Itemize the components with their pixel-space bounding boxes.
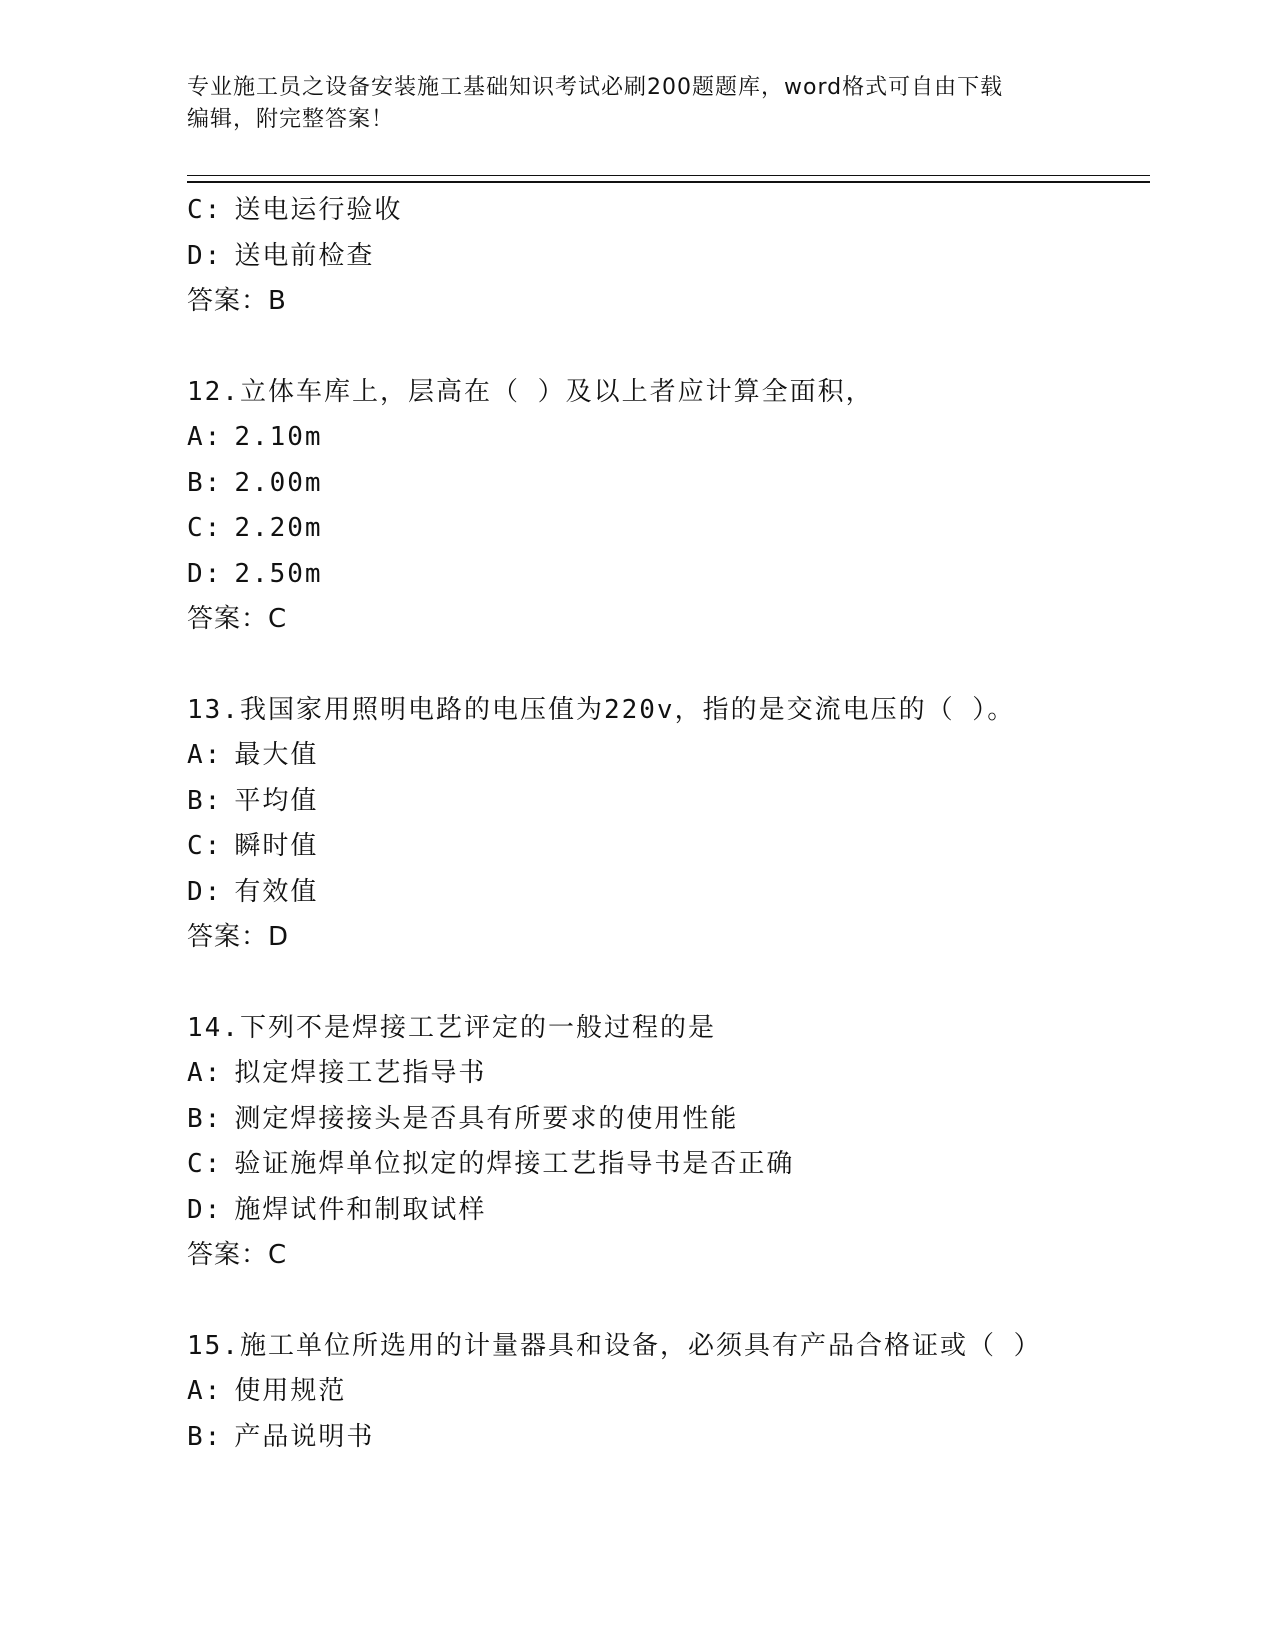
option-item (187, 1369, 1150, 1415)
option-item (187, 1415, 1150, 1461)
option-text: 拟定焊接工艺指导书 (234, 1058, 487, 1088)
option-item (187, 1142, 1150, 1188)
option-item (187, 1188, 1150, 1234)
option-label: A: (187, 1376, 223, 1406)
option-label: C: (187, 195, 223, 225)
header-line-1: 专业施工员之设备安装施工基础知识考试必刷200题题库，word格式可自由下载 (187, 75, 1004, 100)
option-label: B: (187, 467, 223, 498)
option-label: B: (187, 1421, 223, 1452)
option-text: 2.20m (234, 513, 323, 543)
option-item (187, 1051, 1150, 1097)
option-item (187, 1097, 1150, 1143)
option-label: A: (187, 1058, 223, 1088)
option-label: A: (187, 740, 223, 770)
option-item (187, 461, 1150, 507)
answer-line: 答案：C (187, 604, 288, 634)
option-text: 测定焊接接头是否具有所要求的使用性能 (234, 1103, 739, 1134)
option-text: 瞬时值 (234, 831, 319, 861)
option-label: C: (187, 831, 223, 861)
document-header (187, 72, 1087, 136)
option-item (187, 824, 1150, 870)
question-list (187, 188, 1150, 1460)
option-item (187, 415, 1150, 461)
option-label: D: (187, 1194, 223, 1225)
answer-line: 答案：B (187, 286, 287, 316)
option-text: 送电前检查 (234, 240, 375, 271)
option-item (187, 779, 1150, 825)
header-divider-thick (187, 181, 1150, 183)
question-stem: 14.下列不是焊接工艺评定的一般过程的是 (187, 1012, 716, 1043)
answer-line: 答案：C (187, 1240, 288, 1270)
question-stem: 15.施工单位所选用的计量器具和设备，必须具有产品合格证或（ ） (187, 1330, 1042, 1361)
option-text: 产品说明书 (234, 1421, 375, 1452)
header-line-2: 编辑，附完整答案！ (187, 107, 395, 132)
option-label: D: (187, 558, 223, 589)
option-label: D: (187, 240, 223, 271)
option-text: 平均值 (234, 785, 319, 816)
option-label: D: (187, 876, 223, 907)
option-item (187, 870, 1150, 916)
answer-line: 答案：D (187, 922, 290, 952)
option-text: 送电运行验收 (234, 195, 403, 225)
option-text: 验证施焊单位拟定的焊接工艺指导书是否正确 (234, 1149, 795, 1179)
option-text: 2.50m (234, 558, 323, 589)
option-text: 2.00m (234, 467, 323, 498)
option-item (187, 552, 1150, 598)
option-item (187, 234, 1150, 280)
option-item (187, 733, 1150, 779)
option-text: 施焊试件和制取试样 (234, 1194, 487, 1225)
option-label: B: (187, 1103, 223, 1134)
option-item (187, 188, 1150, 234)
option-label: C: (187, 513, 223, 543)
option-text: 使用规范 (234, 1376, 347, 1406)
option-text: 最大值 (234, 740, 319, 770)
option-label: C: (187, 1149, 223, 1179)
header-divider-thin (187, 175, 1150, 176)
option-label: B: (187, 785, 223, 816)
option-text: 2.10m (234, 422, 323, 452)
option-text: 有效值 (234, 876, 319, 907)
option-label: A: (187, 422, 223, 452)
question-stem: 13.我国家用照明电路的电压值为220v，指的是交流电压的（ ）。 (187, 694, 1016, 725)
question-stem: 12.立体车库上，层高在（ ）及以上者应计算全面积， (187, 376, 874, 407)
option-item (187, 506, 1150, 552)
